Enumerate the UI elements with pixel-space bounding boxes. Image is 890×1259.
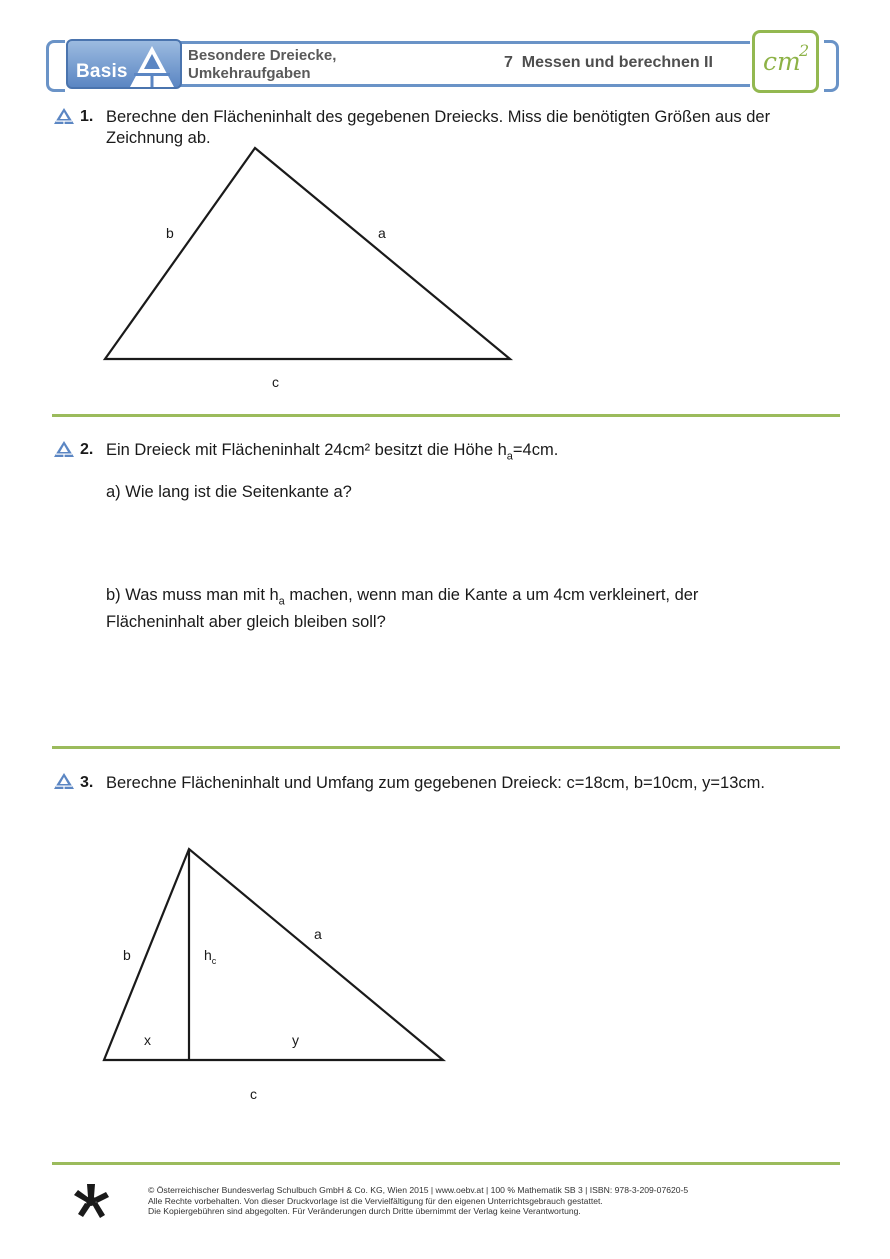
task3-triangle [104, 849, 443, 1060]
task3-text: Berechne Flächeninhalt und Umfang zum gegebenen Dreieck: c=18cm, b=10cm, y=13cm. [106, 774, 765, 792]
section-divider [52, 414, 840, 417]
task2-text-end: =4cm. [512, 441, 559, 459]
footer-line1: © Österreichischer Bundesverlag Schulbuch GmbH & Co. KG, Wien 2015 | www.oebv.at | 100 % Mathematik SB 3 | ISBN: 978-3-209-07620-5 [148, 1185, 689, 1195]
task1-text-line1: Berechne den Flächeninhalt des gegebenen Dreiecks. Miss die benötigten Größen aus der [106, 108, 771, 126]
task3-label-h: h [204, 947, 212, 963]
task3-label-a: a [314, 926, 322, 942]
task3-number: 3. [80, 774, 94, 791]
difficulty-pyramid-icon [53, 772, 75, 790]
task2-part-b-subscript: a [278, 595, 285, 608]
task1-number: 1. [80, 108, 94, 125]
task3-label-b: b [123, 947, 131, 963]
task2-text-main: Ein Dreieck mit Flächeninhalt 24cm² besitzt die Höhe h [106, 441, 507, 459]
task1-label-a: a [378, 225, 386, 241]
footer-line3: Die Kopiergebühren sind abgegolten. Für Veränderungen durch Dritte übernimmt der Verlag keine Verantwortung. [148, 1206, 581, 1216]
task1-label-c: c [272, 374, 279, 390]
unit-logo-text: cm [763, 47, 801, 76]
task1-triangle [105, 148, 510, 359]
basis-badge-label: Basis [76, 61, 128, 82]
footer-copyright [148, 1185, 688, 1217]
task1-label-b: b [166, 225, 174, 241]
task3-label-c: c [250, 1086, 257, 1102]
task3-label-hc [204, 947, 216, 966]
task2-part-b [106, 585, 836, 633]
unit-logo-superscript: 2 [799, 41, 810, 60]
footer-line2: Alle Rechte vorbehalten. Von dieser Druckvorlage ist die Vervielfältigung für den eigenen Unterrichtsgebrauch gestattet. [148, 1195, 603, 1206]
section-divider [52, 746, 840, 749]
task2-text [106, 440, 558, 467]
task3-triangle-figure [0, 820, 890, 1080]
task1-text-line2: Zeichnung ab. [106, 129, 211, 147]
task1-triangle-figure [0, 0, 890, 420]
publisher-logo-icon [70, 1182, 112, 1222]
footer-divider [52, 1162, 840, 1165]
difficulty-pyramid-icon [53, 440, 75, 458]
task3-label-h-subscript: c [211, 955, 217, 966]
task2-part-b-line2: Flächeninhalt aber gleich bleiben soll? [106, 613, 386, 632]
task3-label-x: x [144, 1032, 151, 1048]
task2-part-b-end: machen, wenn man die Kante a um 4cm verkleinert, der [284, 586, 699, 604]
header-topic-line2: Umkehraufgaben [188, 65, 311, 82]
task2-part-a: a) Wie lang ist die Seitenkante a? [106, 483, 352, 501]
header-topic-line1: Besondere Dreiecke, [188, 47, 337, 64]
task2-number: 2. [80, 441, 94, 458]
task3-label-y: y [292, 1032, 299, 1048]
task2-part-b-start: b) Was muss man mit h [106, 586, 279, 604]
header-chapter: 7 Messen und berechnen II [504, 54, 713, 71]
task2-text-subscript: a [506, 450, 513, 463]
